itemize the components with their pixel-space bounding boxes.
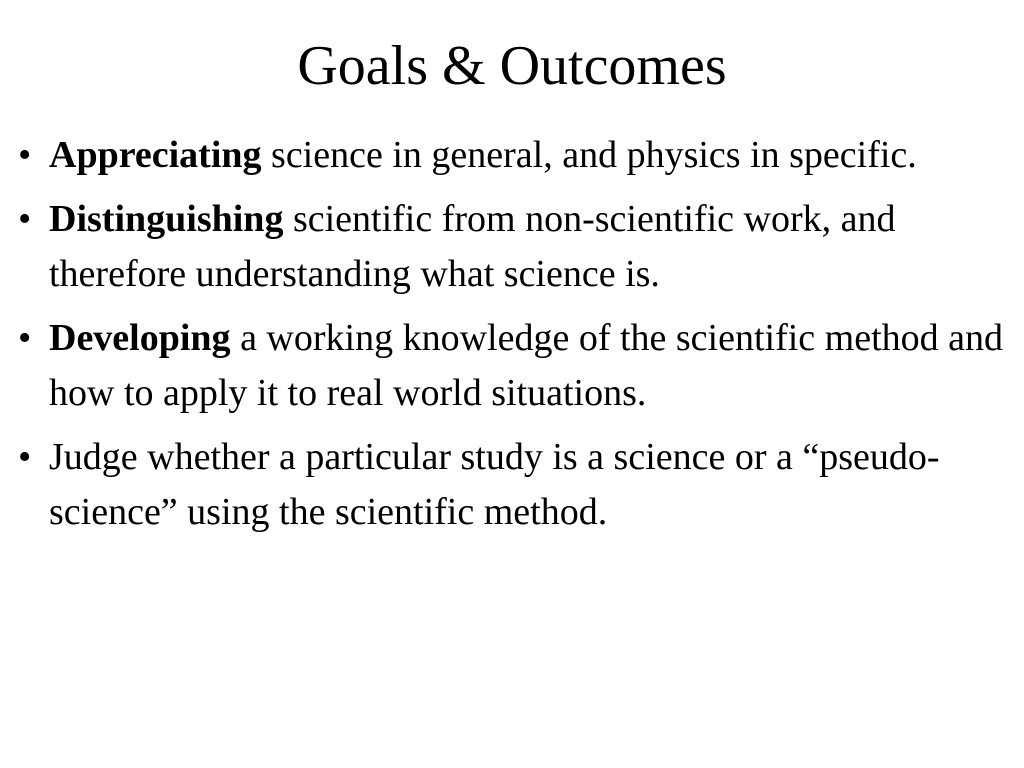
bullet-lead-text: Developing [49, 317, 231, 359]
bullet-icon: • [18, 134, 32, 176]
bullet-body-text: Judge whether a particular study is a science or a “pseudo-science” using the scientific method. [49, 436, 940, 533]
bullet-lead-text: Distinguishing [49, 198, 284, 240]
bullet-item-appreciating [18, 128, 1008, 183]
bullet-list [18, 128, 1008, 549]
bullet-icon: • [18, 436, 32, 478]
bullet-lead-text: Appreciating [49, 134, 262, 176]
slide-title: Goals & Outcomes [297, 35, 727, 97]
bullet-body-text: science in general, and physics in specific. [261, 134, 917, 176]
bullet-item-developing [18, 311, 1008, 421]
bullet-icon: • [18, 198, 32, 240]
bullet-body-text: scientific from non-scientific work, and therefore understanding what science is. [49, 198, 896, 295]
bullet-body-text: a working knowledge of the scientific method and how to apply it to real world situations. [49, 317, 1004, 414]
bullet-item-judge [18, 430, 1008, 540]
bullet-icon: • [18, 317, 32, 359]
bullet-item-distinguishing [18, 192, 1008, 302]
